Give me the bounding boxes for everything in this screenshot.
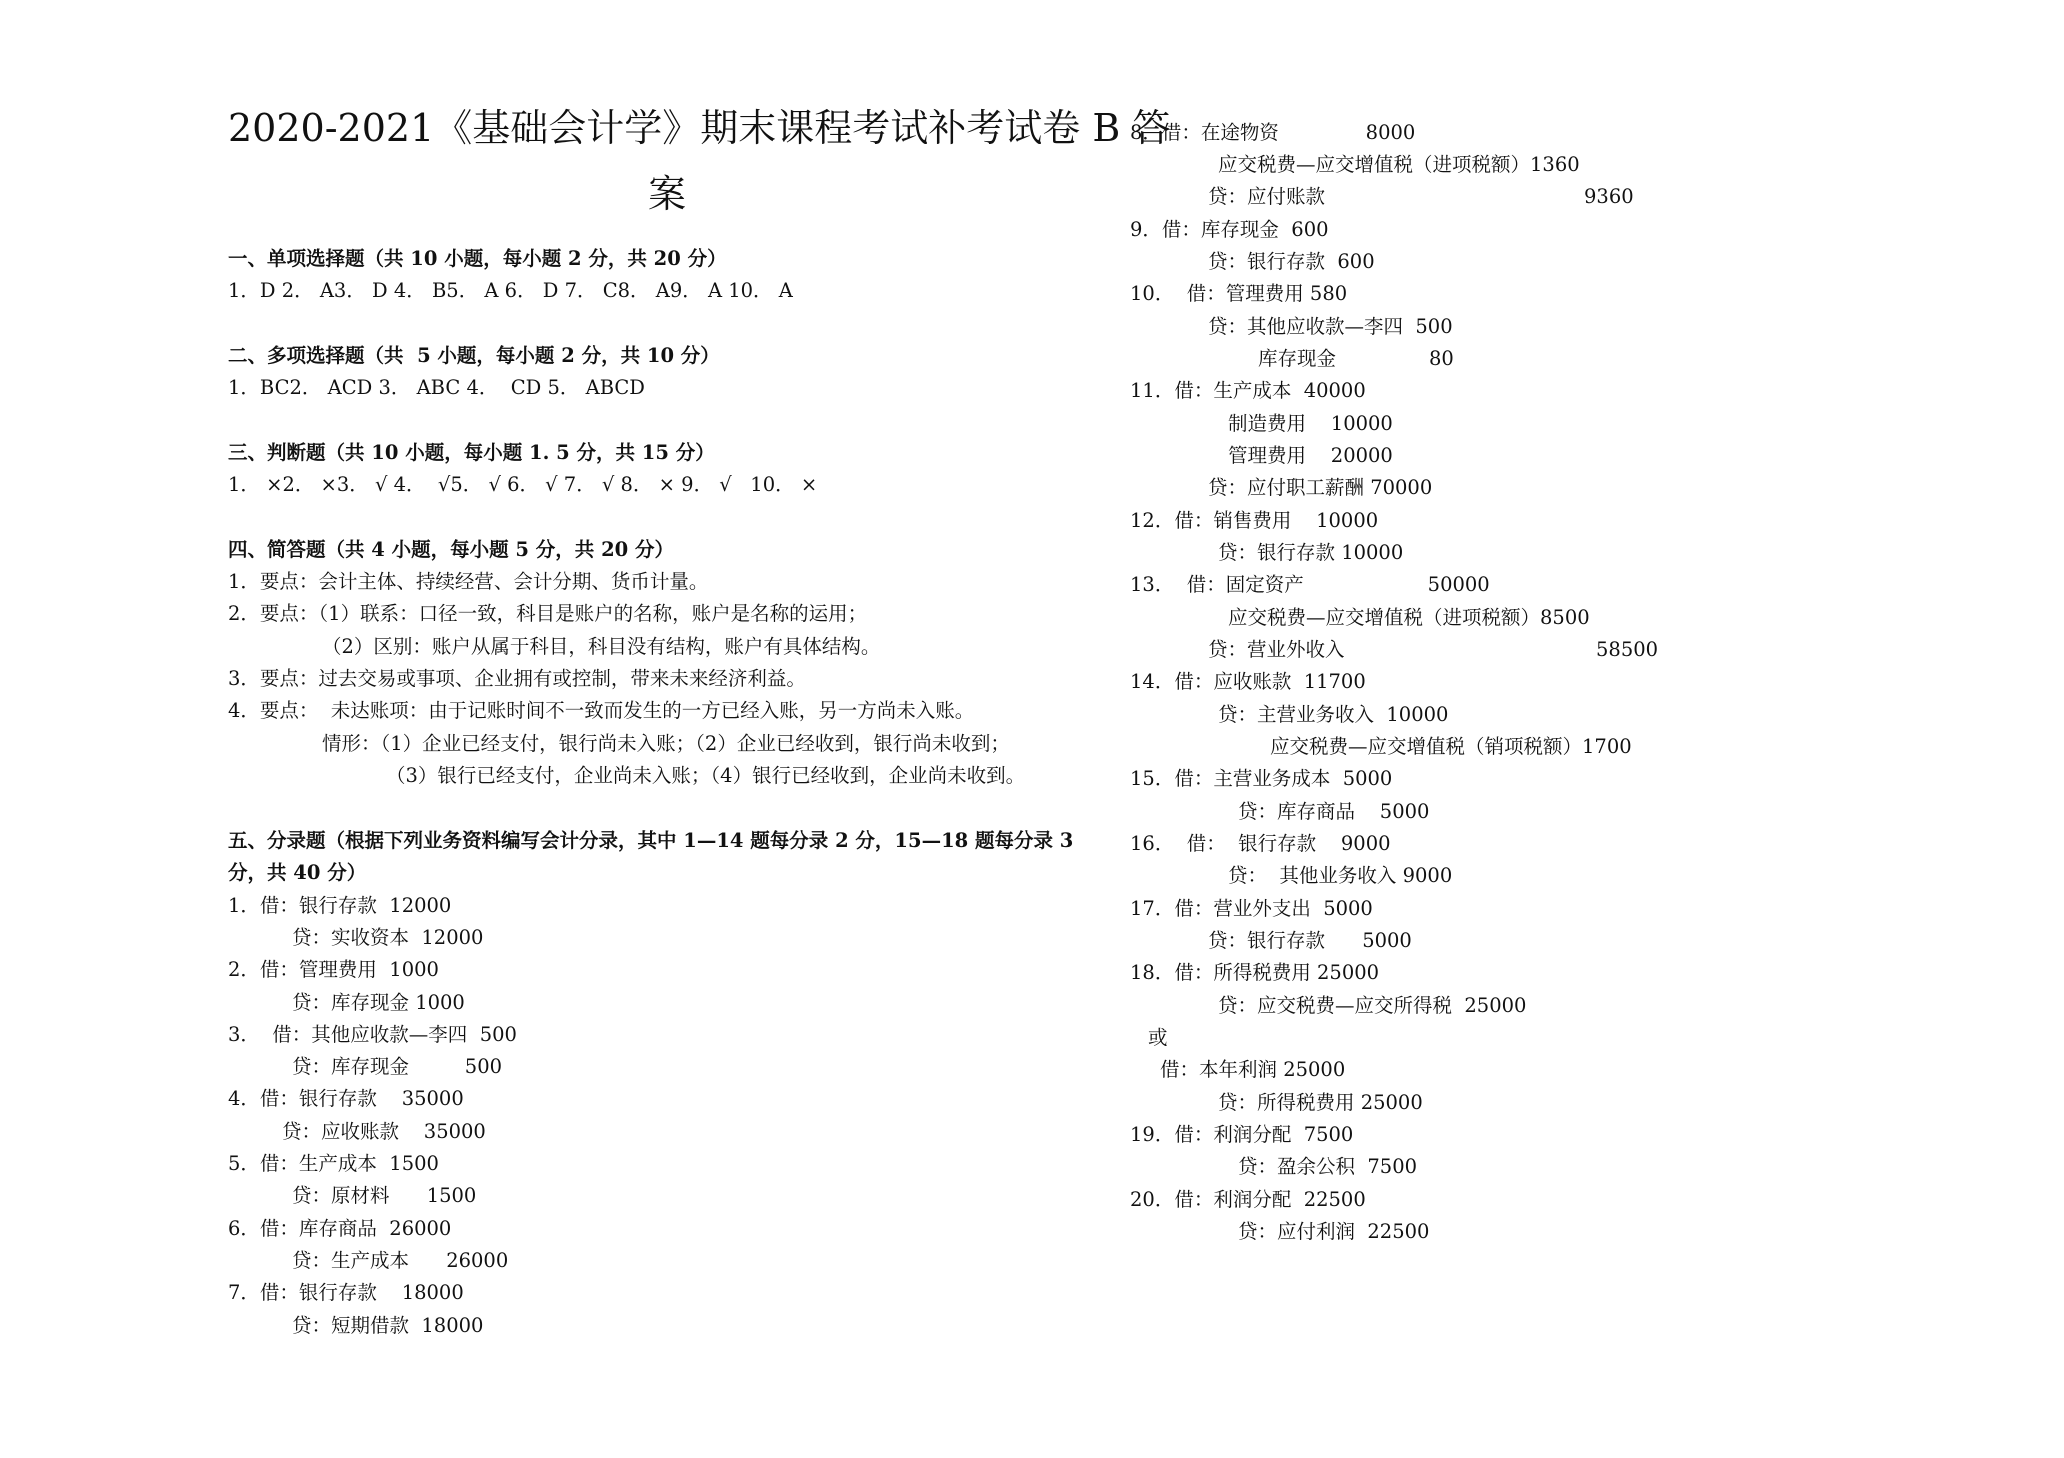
journal-entry-line: 16． 借： 银行存款 9000 (1130, 832, 1391, 855)
journal-entry-amount: 9360 (1584, 185, 1634, 208)
journal-entry-line: 贷：库存现金 500 (292, 1055, 503, 1078)
answer-line: 3．要点：过去交易或事项、企业拥有或控制，带来未来经济利益。 (228, 667, 806, 690)
journal-entry-line: 18．借：所得税费用 25000 (1130, 961, 1380, 984)
document-title-continued: 案 (648, 172, 687, 216)
journal-entry-line: 贷：库存商品 5000 (1238, 800, 1430, 823)
journal-entry-line: 贷：短期借款 18000 (292, 1314, 484, 1337)
answer-line: 2．要点：（1）联系：口径一致，科目是账户的名称，账户是名称的运用； (228, 602, 868, 625)
journal-entry-line: 贷：生产成本 26000 (292, 1249, 509, 1272)
journal-entry-line: 13． 借：固定资产 50000 (1130, 573, 1490, 596)
journal-entry-amount: 58500 (1596, 638, 1659, 661)
journal-entry-line: 应交税费—应交增值税（进项税额）1360 (1218, 153, 1580, 176)
journal-entry-line: 贷：应付职工薪酬 70000 (1208, 476, 1433, 499)
answer-line: 1．BC2． ACD 3． ABC 4． CD 5． ABCD (228, 376, 645, 399)
answer-line: 1． ×2． ×3． √ 4． √5． √ 6． √ 7． √ 8． × 9． √ 10． × (228, 473, 818, 496)
journal-entry-line: 贷：原材料 1500 (292, 1184, 477, 1207)
journal-entry-line: 3． 借：其他应收款—李四 500 (228, 1023, 517, 1046)
answer-line: 4．要点： 未达账项：由于记账时间不一致而发生的一方已经入账，另一方尚未入账。 (228, 699, 975, 722)
journal-entry-line: 贷：银行存款 10000 (1218, 541, 1404, 564)
journal-entry-line: 12．借：销售费用 10000 (1130, 509, 1379, 532)
journal-entry-line: 制造费用 10000 (1228, 412, 1393, 435)
journal-entry-line: 4．借：银行存款 35000 (228, 1087, 464, 1110)
journal-entry-line: 贷：其他应收款—李四 500 (1208, 315, 1453, 338)
journal-entry-line: 管理费用 20000 (1228, 444, 1393, 467)
journal-entry-line: 贷：库存现金 1000 (292, 991, 465, 1014)
journal-entry-line: 8．借：在途物资 8000 (1130, 121, 1416, 144)
journal-entry-line: 借：本年利润 25000 (1160, 1058, 1346, 1081)
journal-entry-line: 9．借：库存现金 600 (1130, 218, 1329, 241)
journal-entry-line: 贷：盈余公积 7500 (1238, 1155, 1418, 1178)
section-heading-true-false: 三、判断题（共 10 小题，每小题 1. 5 分，共 15 分） (228, 441, 715, 464)
answer-line: （3）银行已经支付，企业尚未入账；（4）银行已经收到，企业尚未收到。 (386, 764, 1026, 787)
journal-entry-line: 19．借：利润分配 7500 (1130, 1123, 1354, 1146)
journal-entry-line: 贷：应付利润 22500 (1238, 1220, 1430, 1243)
answer-line: 情形：（1）企业已经支付，银行尚未入账；（2）企业已经收到，银行尚未收到； (322, 732, 1010, 755)
journal-entry-line: 贷：银行存款 5000 (1208, 929, 1412, 952)
section-heading-journal-entries: 五、分录题（根据下列业务资料编写会计分录，其中 1—14 题每分录 2 分，15—18 题每分录 3 (228, 829, 1074, 852)
journal-entry-line: 应交税费—应交增值税（进项税额）8500 (1228, 606, 1590, 629)
journal-entry-line: 贷：实收资本 12000 (292, 926, 484, 949)
journal-entry-line: 6．借：库存商品 26000 (228, 1217, 452, 1240)
journal-entry-line: 或 (1148, 1026, 1168, 1049)
answer-line: 1．要点：会计主体、持续经营、会计分期、货币计量。 (228, 570, 709, 593)
journal-entry-line: 贷：应收账款 35000 (282, 1120, 486, 1143)
journal-entry-line: 5．借：生产成本 1500 (228, 1152, 439, 1175)
journal-entry-line: 10． 借：管理费用 580 (1130, 282, 1348, 305)
journal-entry-line: 贷：营业外收入 (1208, 638, 1345, 661)
journal-entry-line: 应交税费—应交增值税（销项税额）1700 (1270, 735, 1632, 758)
section-heading-short-answer: 四、简答题（共 4 小题，每小题 5 分，共 20 分） (228, 538, 675, 561)
journal-entry-line: 贷：银行存款 600 (1208, 250, 1375, 273)
journal-entry-line: 20．借：利润分配 22500 (1130, 1188, 1366, 1211)
section-heading-multiple-choice: 二、多项选择题（共 5 小题，每小题 2 分，共 10 分） (228, 344, 720, 367)
journal-entry-line: 贷：所得税费用 25000 (1218, 1091, 1423, 1114)
journal-entry-line: 7．借：银行存款 18000 (228, 1281, 464, 1304)
journal-entry-line: 15．借：主营业务成本 5000 (1130, 767, 1393, 790)
journal-entry-line: 2．借：管理费用 1000 (228, 958, 439, 981)
journal-entry-line: 贷：主营业务收入 10000 (1218, 703, 1449, 726)
answer-line: 1．D 2． A3． D 4． B5． A 6． D 7． C8． A9． A 10． A (228, 279, 793, 302)
journal-entry-line: 贷：应付账款 (1208, 185, 1326, 208)
journal-entry-line: 11．借：生产成本 40000 (1130, 379, 1366, 402)
answer-line: （2）区别：账户从属于科目，科目没有结构，账户有具体结构。 (322, 635, 881, 658)
journal-entry-line: 贷：应交税费—应交所得税 25000 (1218, 994, 1527, 1017)
document-title: 2020-2021《基础会计学》期末课程考试补考试卷 B 答 (228, 106, 1171, 150)
section-heading-journal-entries-continued: 分，共 40 分） (228, 861, 367, 884)
journal-entry-line: 贷： 其他业务收入 9000 (1228, 864, 1453, 887)
section-heading-single-choice: 一、单项选择题（共 10 小题，每小题 2 分，共 20 分） (228, 247, 727, 270)
journal-entry-line: 库存现金 80 (1258, 347, 1454, 370)
journal-entry-line: 17．借：营业外支出 5000 (1130, 897, 1373, 920)
journal-entry-line: 1．借：银行存款 12000 (228, 894, 452, 917)
journal-entry-line: 14．借：应收账款 11700 (1130, 670, 1366, 693)
